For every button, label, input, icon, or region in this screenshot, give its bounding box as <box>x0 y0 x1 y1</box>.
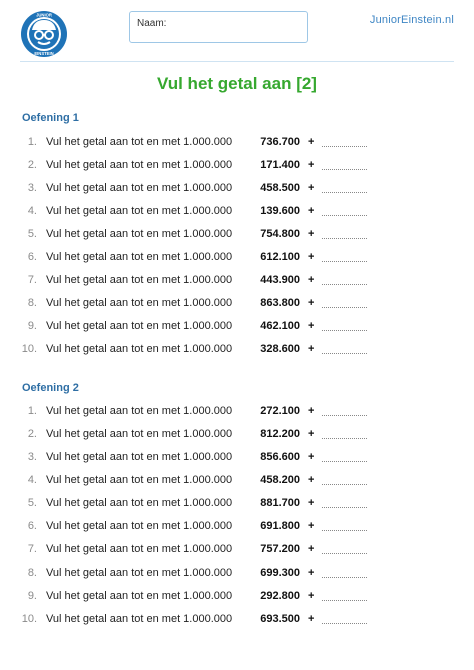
row-text: Vul het getal aan tot en met 1.000.000 <box>46 274 233 286</box>
exercise-row <box>0 136 474 152</box>
row-value: 881.700 <box>260 497 300 509</box>
answer-blank[interactable] <box>322 507 367 508</box>
plus-sign: + <box>308 228 315 240</box>
plus-sign: + <box>308 543 315 555</box>
plus-sign: + <box>308 474 315 486</box>
exercise-row <box>0 297 474 313</box>
row-number: 6. <box>27 251 37 263</box>
exercise-row <box>0 405 474 421</box>
exercise-row <box>0 567 474 583</box>
plus-sign: + <box>308 297 315 309</box>
row-value: 736.700 <box>260 136 300 148</box>
row-number: 7. <box>27 274 37 286</box>
answer-blank[interactable] <box>322 284 367 285</box>
row-text: Vul het getal aan tot en met 1.000.000 <box>46 451 233 463</box>
exercise-row <box>0 520 474 536</box>
exercise-row <box>0 428 474 444</box>
row-text: Vul het getal aan tot en met 1.000.000 <box>46 159 233 171</box>
row-value: 139.600 <box>260 205 300 217</box>
row-value: 754.800 <box>260 228 300 240</box>
answer-blank[interactable] <box>322 623 367 624</box>
answer-blank[interactable] <box>322 553 367 554</box>
row-value: 699.300 <box>260 567 300 579</box>
plus-sign: + <box>308 613 315 625</box>
row-value: 292.800 <box>260 590 300 602</box>
row-value: 462.100 <box>260 320 300 332</box>
row-value: 272.100 <box>260 405 300 417</box>
answer-blank[interactable] <box>322 461 367 462</box>
page-title: Vul het getal aan [2] <box>157 74 317 93</box>
plus-sign: + <box>308 343 315 355</box>
row-text: Vul het getal aan tot en met 1.000.000 <box>46 543 233 555</box>
plus-sign: + <box>308 428 315 440</box>
exercise-row <box>0 451 474 467</box>
row-text: Vul het getal aan tot en met 1.000.000 <box>46 205 233 217</box>
row-text: Vul het getal aan tot en met 1.000.000 <box>46 182 233 194</box>
row-number: 4. <box>27 205 37 217</box>
row-value: 458.500 <box>260 182 300 194</box>
plus-sign: + <box>308 451 315 463</box>
answer-blank[interactable] <box>322 238 367 239</box>
row-text: Vul het getal aan tot en met 1.000.000 <box>46 567 233 579</box>
answer-blank[interactable] <box>322 330 367 331</box>
row-value: 691.800 <box>260 520 300 532</box>
plus-sign: + <box>308 136 315 148</box>
row-number: 5. <box>27 228 37 240</box>
row-value: 612.100 <box>260 251 300 263</box>
answer-blank[interactable] <box>322 261 367 262</box>
svg-text:EINSTEIN: EINSTEIN <box>34 51 54 56</box>
site-link[interactable]: JuniorEinstein.nl <box>369 14 454 26</box>
answer-blank[interactable] <box>322 353 367 354</box>
exercise-row <box>0 205 474 221</box>
exercise-row <box>0 613 474 629</box>
name-field[interactable] <box>129 11 308 43</box>
header-divider <box>20 61 454 62</box>
answer-blank[interactable] <box>322 484 367 485</box>
exercise-row <box>0 497 474 513</box>
row-number: 3. <box>27 182 37 194</box>
row-text: Vul het getal aan tot en met 1.000.000 <box>46 590 233 602</box>
answer-blank[interactable] <box>322 146 367 147</box>
exercise-row <box>0 543 474 559</box>
plus-sign: + <box>308 497 315 509</box>
name-label: Naam: <box>137 18 167 29</box>
row-text: Vul het getal aan tot en met 1.000.000 <box>46 343 233 355</box>
answer-blank[interactable] <box>322 438 367 439</box>
plus-sign: + <box>308 405 315 417</box>
row-number: 8. <box>27 297 37 309</box>
plus-sign: + <box>308 159 315 171</box>
answer-blank[interactable] <box>322 192 367 193</box>
row-text: Vul het getal aan tot en met 1.000.000 <box>46 251 233 263</box>
row-text: Vul het getal aan tot en met 1.000.000 <box>46 320 233 332</box>
plus-sign: + <box>308 567 315 579</box>
row-text: Vul het getal aan tot en met 1.000.000 <box>46 228 233 240</box>
row-value: 693.500 <box>260 613 300 625</box>
plus-sign: + <box>308 274 315 286</box>
row-text: Vul het getal aan tot en met 1.000.000 <box>46 136 233 148</box>
row-number: 4. <box>27 474 37 486</box>
exercise-row <box>0 274 474 290</box>
row-number: 8. <box>27 567 37 579</box>
section-title: Oefening 1 <box>22 112 79 124</box>
row-text: Vul het getal aan tot en met 1.000.000 <box>46 297 233 309</box>
exercise-row <box>0 251 474 267</box>
exercise-row <box>0 590 474 606</box>
row-number: 3. <box>27 451 37 463</box>
answer-blank[interactable] <box>322 577 367 578</box>
answer-blank[interactable] <box>322 530 367 531</box>
plus-sign: + <box>308 590 315 602</box>
plus-sign: + <box>308 251 315 263</box>
row-text: Vul het getal aan tot en met 1.000.000 <box>46 405 233 417</box>
row-number: 2. <box>27 428 37 440</box>
exercise-row <box>0 320 474 336</box>
exercise-row <box>0 182 474 198</box>
exercise-row <box>0 159 474 175</box>
row-value: 863.800 <box>260 297 300 309</box>
section-title: Oefening 2 <box>22 382 79 394</box>
row-value: 443.900 <box>260 274 300 286</box>
answer-blank[interactable] <box>322 600 367 601</box>
plus-sign: + <box>308 182 315 194</box>
row-value: 328.600 <box>260 343 300 355</box>
row-value: 812.200 <box>260 428 300 440</box>
row-value: 171.400 <box>260 159 300 171</box>
exercise-row <box>0 474 474 490</box>
svg-text:JUNIOR: JUNIOR <box>36 12 52 18</box>
plus-sign: + <box>308 205 315 217</box>
row-value: 856.600 <box>260 451 300 463</box>
answer-blank[interactable] <box>322 215 367 216</box>
row-number: 9. <box>27 320 37 332</box>
row-number: 7. <box>27 543 37 555</box>
row-text: Vul het getal aan tot en met 1.000.000 <box>46 474 233 486</box>
junior-einstein-logo-icon <box>20 10 68 58</box>
exercise-row <box>0 343 474 359</box>
row-number: 1. <box>27 405 37 417</box>
answer-blank[interactable] <box>322 415 367 416</box>
row-number: 1. <box>27 136 37 148</box>
exercise-row <box>0 228 474 244</box>
plus-sign: + <box>308 320 315 332</box>
answer-blank[interactable] <box>322 307 367 308</box>
row-number: 9. <box>27 590 37 602</box>
row-text: Vul het getal aan tot en met 1.000.000 <box>46 613 233 625</box>
row-number: 10. <box>21 343 37 355</box>
plus-sign: + <box>308 520 315 532</box>
row-number: 10. <box>21 613 37 625</box>
row-number: 5. <box>27 497 37 509</box>
row-number: 2. <box>27 159 37 171</box>
row-number: 6. <box>27 520 37 532</box>
row-value: 757.200 <box>260 543 300 555</box>
row-text: Vul het getal aan tot en met 1.000.000 <box>46 497 233 509</box>
row-text: Vul het getal aan tot en met 1.000.000 <box>46 428 233 440</box>
answer-blank[interactable] <box>322 169 367 170</box>
row-text: Vul het getal aan tot en met 1.000.000 <box>46 520 233 532</box>
row-value: 458.200 <box>260 474 300 486</box>
